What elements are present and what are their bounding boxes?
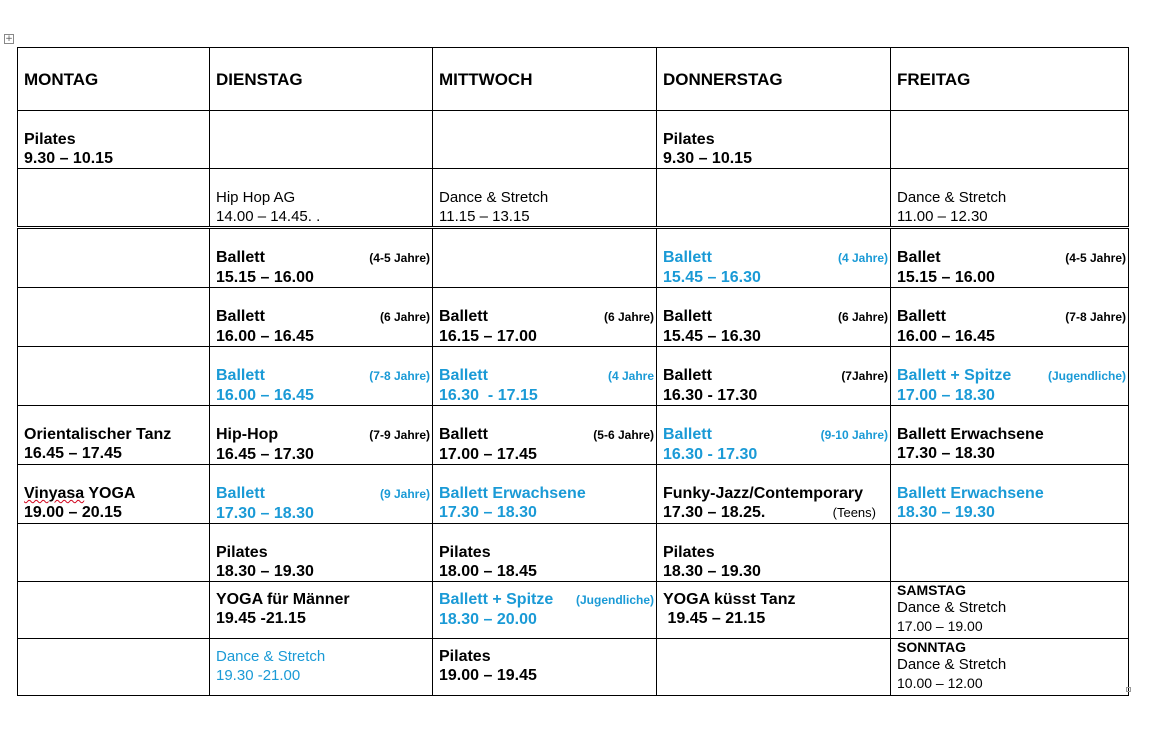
class-time: 9.30 – 10.15 (663, 150, 752, 167)
age-group-label: (6 Jahre) (379, 310, 430, 324)
schedule-cell-mittwoch (433, 639, 657, 696)
schedule-cell-donnerstag (657, 288, 891, 347)
schedule-cell-montag (18, 465, 210, 524)
class-time: 17.00 – 19.00 (897, 618, 983, 634)
schedule-cell-dienstag (210, 524, 433, 582)
schedule-cell-donnerstag (657, 465, 891, 524)
class-name: Hip Hop AG (216, 189, 296, 206)
schedule-cell-freitag (891, 288, 1129, 347)
schedule-cell-freitag (891, 582, 1129, 639)
class-time: 11.00 – 12.30 (897, 208, 988, 225)
schedule-cell-dienstag (210, 288, 433, 347)
schedule-cell-montag (18, 347, 210, 406)
class-name: Ballett (439, 426, 488, 443)
class-time: 17.30 – 18.30 (897, 445, 995, 462)
schedule-cell-dienstag (210, 347, 433, 406)
schedule-cell-mittwoch (433, 347, 657, 406)
class-name: Hip-Hop (216, 426, 279, 443)
schedule-cell-montag (18, 228, 210, 288)
class-time: 11.15 – 13.15 (439, 208, 530, 225)
schedule-cell-dienstag (210, 465, 433, 524)
age-group-label: (9-10 Jahre) (820, 428, 888, 442)
schedule-cell-mittwoch (433, 169, 657, 228)
day-header-mittwoch: MITTWOCH (433, 48, 657, 111)
table-row (18, 111, 1129, 169)
schedule-cell-donnerstag (657, 524, 891, 582)
class-name: Ballett Erwachsene (897, 426, 1044, 443)
class-name: Ballett (439, 367, 488, 384)
schedule-cell-donnerstag (657, 228, 891, 288)
schedule-cell-montag (18, 288, 210, 347)
table-row (18, 524, 1129, 582)
age-group-label: (7-8 Jahre) (369, 369, 430, 383)
class-time: 17.00 – 18.30 (897, 387, 995, 404)
age-group-label: (4-5 Jahre) (369, 251, 430, 265)
age-group-label: (5-6 Jahre) (593, 428, 654, 442)
table-move-handle-icon[interactable]: + (5, 34, 13, 44)
class-name: Ballett (439, 308, 488, 325)
schedule-cell-freitag (891, 111, 1129, 169)
table-row (18, 347, 1129, 406)
class-time: 16.15 – 17.00 (439, 328, 537, 345)
class-name: Ballett + Spitze (897, 367, 1012, 384)
schedule-cell-mittwoch (433, 288, 657, 347)
schedule-cell-freitag (891, 465, 1129, 524)
schedule-cell-mittwoch (433, 582, 657, 639)
schedule-cell-freitag (891, 347, 1129, 406)
class-time: 18.00 – 18.45 (439, 563, 537, 580)
class-name: Dance & Stretch (216, 648, 326, 665)
schedule-table (17, 47, 1129, 696)
schedule-cell-donnerstag (657, 169, 891, 228)
schedule-cell-montag (18, 582, 210, 639)
class-name: Ballett (216, 249, 265, 266)
schedule-cell-mittwoch (433, 228, 657, 288)
class-time: 9.30 – 10.15 (24, 150, 113, 167)
schedule-cell-donnerstag (657, 111, 891, 169)
age-group-label: (6 Jahre) (837, 310, 888, 324)
class-name: Ballett (216, 485, 265, 502)
schedule-cell-dienstag (210, 228, 433, 288)
day-header-dienstag: DIENSTAG (210, 48, 433, 111)
age-group-label: (9 Jahre) (379, 487, 430, 501)
class-name: Ballett (663, 367, 712, 384)
schedule-cell-freitag (891, 524, 1129, 582)
schedule-cell-freitag (891, 639, 1129, 696)
schedule-cell-dienstag (210, 406, 433, 465)
class-name: YOGA küsst Tanz (663, 591, 796, 608)
class-time: 16.30 - 17.15 (439, 387, 538, 404)
class-name: Ballett (663, 249, 712, 266)
class-name: YOGA für Männer (216, 591, 350, 608)
table-row (18, 406, 1129, 465)
class-time: 15.45 – 16.30 (663, 269, 761, 286)
class-name: Ballett (216, 308, 265, 325)
class-time: 10.00 – 12.00 (897, 675, 983, 691)
class-time: 16.00 – 16.45 (897, 328, 995, 345)
class-time: 16.30 - 17.30 (663, 446, 758, 463)
schedule-cell-montag (18, 524, 210, 582)
class-name: Ballett Erwachsene (897, 485, 1044, 502)
class-time: 17.30 – 18.30 (439, 504, 537, 521)
class-name: Ballett Erwachsene (439, 485, 586, 502)
schedule-cell-montag (18, 111, 210, 169)
class-time: 14.00 – 14.45. . (216, 208, 321, 225)
age-group-label: (Jugendliche) (575, 593, 654, 607)
class-name: Ballett (663, 308, 712, 325)
age-group-label: (7-9 Jahre) (369, 428, 430, 442)
class-time: 19.00 – 20.15 (24, 504, 122, 521)
class-time: 15.15 – 16.00 (897, 269, 995, 286)
class-name: Pilates (439, 544, 491, 561)
schedule-cell-montag (18, 639, 210, 696)
age-group-label: (7-8 Jahre) (1065, 310, 1126, 324)
table-row (18, 288, 1129, 347)
class-name: Dance & Stretch (439, 189, 549, 206)
schedule-cell-donnerstag (657, 639, 891, 696)
age-group-label: (Jugendliche) (1047, 369, 1126, 383)
schedule-cell-mittwoch (433, 406, 657, 465)
class-time: 18.30 – 19.30 (897, 504, 995, 521)
class-time: 15.45 – 16.30 (663, 328, 761, 345)
class-time: 16.00 – 16.45 (216, 387, 314, 404)
class-name: Ballett (663, 426, 712, 443)
class-name: Funky-Jazz/Contemporary (663, 485, 864, 502)
class-time: 16.00 – 16.45 (216, 328, 314, 345)
weekend-day-label: SONNTAG (897, 639, 966, 655)
schedule-cell-donnerstag (657, 406, 891, 465)
age-group-label: (7Jahre) (841, 369, 888, 383)
table-row (18, 228, 1129, 288)
class-name: Pilates (216, 544, 268, 561)
schedule-cell-dienstag (210, 169, 433, 228)
class-name: Pilates (24, 131, 76, 148)
class-time: 16.45 – 17.30 (216, 446, 314, 463)
class-name: Ballett (216, 367, 265, 384)
class-time: 17.30 – 18.30 (216, 505, 314, 522)
class-name: Vinyasa YOGA (24, 485, 136, 502)
table-row (18, 582, 1129, 639)
schedule-cell-montag (18, 169, 210, 228)
age-group-label: (4-5 Jahre) (1065, 251, 1126, 265)
class-time: 17.30 – 18.25. (663, 504, 766, 521)
schedule-cell-donnerstag (657, 347, 891, 406)
table-row (18, 169, 1129, 228)
age-group-label: (6 Jahre) (603, 310, 654, 324)
day-header-montag: MONTAG (18, 48, 210, 111)
schedule-cell-mittwoch (433, 111, 657, 169)
weekend-day-label: SAMSTAG (897, 582, 966, 598)
schedule-cell-dienstag (210, 639, 433, 696)
audience-note: (Teens) (832, 505, 876, 520)
class-name: Orientalischer Tanz (24, 426, 172, 443)
table-row (18, 639, 1129, 696)
age-group-label: (4 Jahre (607, 369, 654, 383)
class-name: Dance & Stretch (897, 656, 1007, 673)
schedule-cell-dienstag (210, 582, 433, 639)
class-time: 16.45 – 17.45 (24, 445, 122, 462)
class-time: 18.30 – 19.30 (663, 563, 761, 580)
class-time: 15.15 – 16.00 (216, 269, 314, 286)
class-name: Ballet (897, 249, 941, 266)
class-time: 18.30 – 20.00 (439, 611, 537, 628)
day-header-freitag: FREITAG (891, 48, 1129, 111)
schedule-cell-montag (18, 406, 210, 465)
schedule-cell-freitag (891, 228, 1129, 288)
class-name: Pilates (663, 544, 715, 561)
class-time: 19.45 – 21.15 (663, 610, 766, 627)
class-name: Ballett (897, 308, 946, 325)
class-name: Pilates (663, 131, 715, 148)
schedule-cell-dienstag (210, 111, 433, 169)
header-row (18, 48, 1129, 111)
class-time: 17.00 – 17.45 (439, 446, 537, 463)
schedule-cell-freitag (891, 406, 1129, 465)
class-name: Ballett + Spitze (439, 591, 554, 608)
class-time: 18.30 – 19.30 (216, 563, 314, 580)
schedule-cell-donnerstag (657, 582, 891, 639)
class-time: 19.45 -21.15 (216, 610, 306, 627)
schedule-cell-freitag (891, 169, 1129, 228)
table-row (18, 465, 1129, 524)
table-end-marker (1126, 687, 1131, 692)
class-name: Dance & Stretch (897, 189, 1007, 206)
schedule-cell-mittwoch (433, 524, 657, 582)
class-time: 16.30 - 17.30 (663, 387, 758, 404)
schedule-cell-mittwoch (433, 465, 657, 524)
day-header-donnerstag: DONNERSTAG (657, 48, 891, 111)
class-time: 19.00 – 19.45 (439, 667, 537, 684)
class-name: Pilates (439, 648, 491, 665)
class-time: 19.30 -21.00 (216, 667, 301, 684)
class-name: Dance & Stretch (897, 599, 1007, 616)
age-group-label: (4 Jahre) (837, 251, 888, 265)
